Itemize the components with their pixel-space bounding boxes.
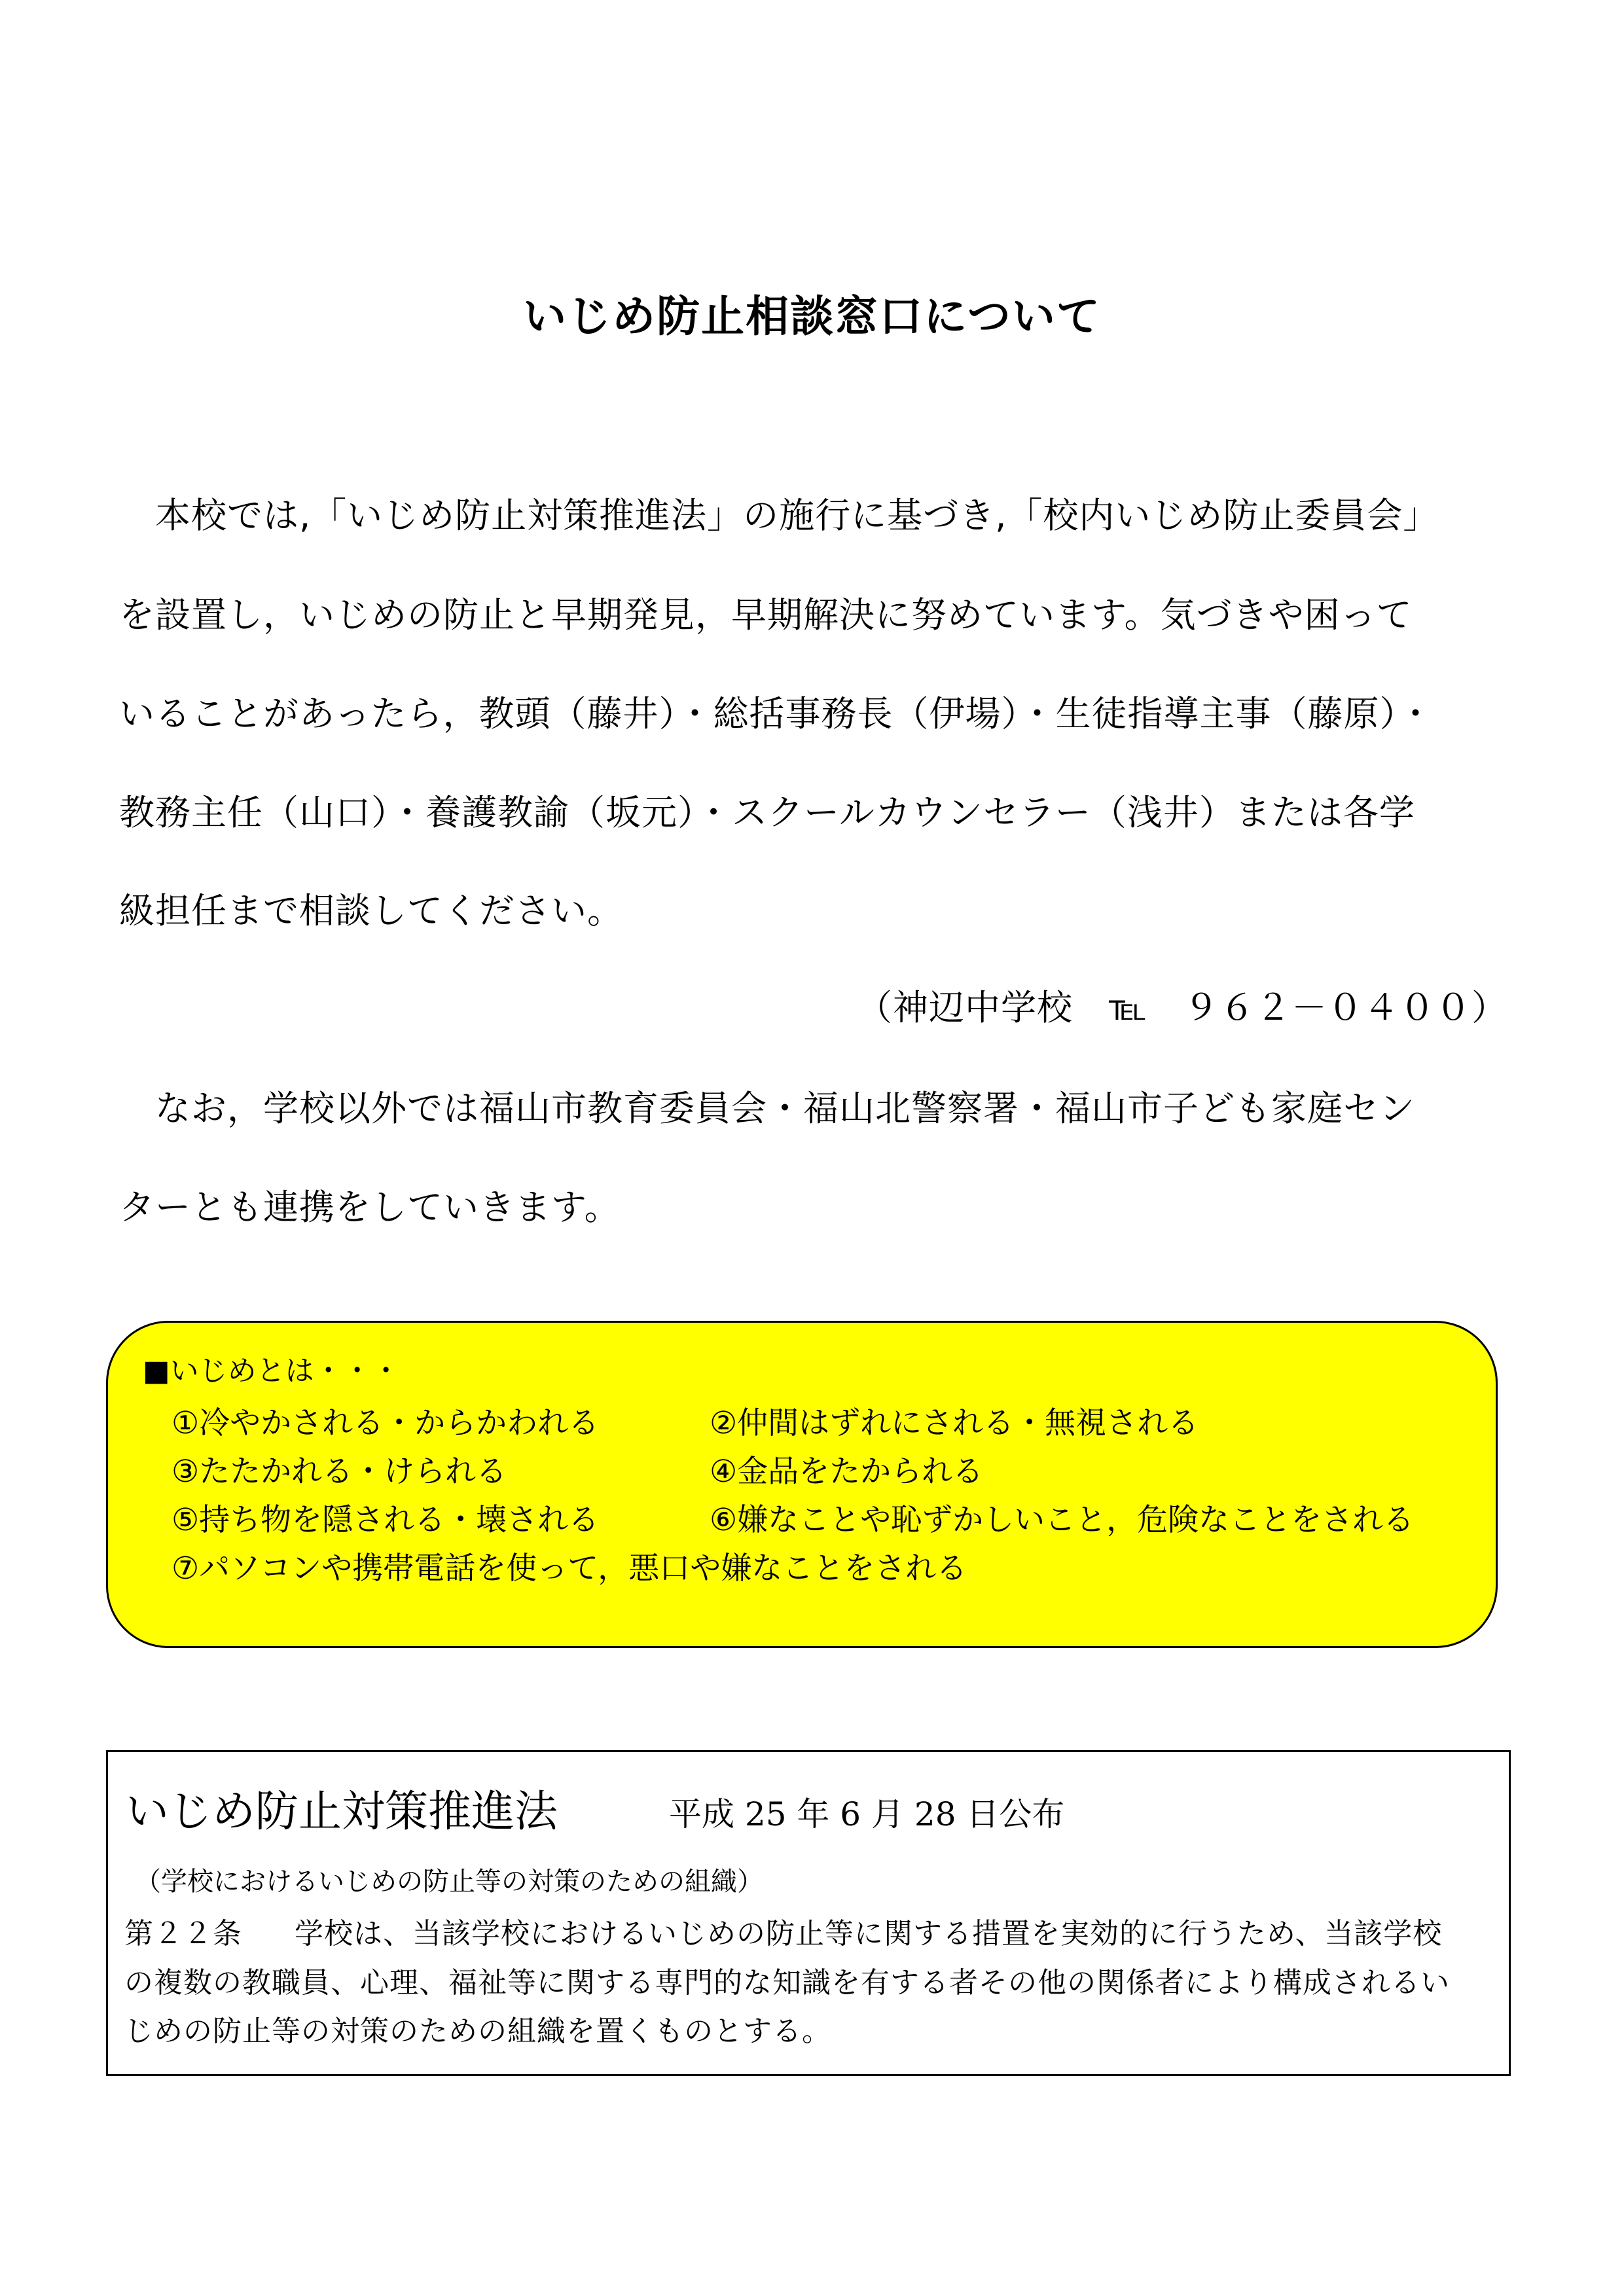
law-promulgation-date: 平成 25 年 6 月 28 日公布 [669,1795,1065,1833]
law-article-text: 学校は、当該学校におけるいじめの防止等に関する措置を実効的に行うため、当該学校 [295,1917,1443,1950]
intro-line: 級担任まで相談してください。 [119,890,623,931]
bullying-item: ⑥嫌なことや恥ずかしいこと，危険なことをされる [710,1502,1415,1538]
page-title: いじめ防止相談窓口について [523,291,1101,342]
cooperation-line: なお，学校以外では福山市教育委員会・福山北警察署・福山市子ども家庭セン [119,1088,1415,1129]
cooperation-line: ターとも連携をしていきます。 [119,1187,621,1228]
law-article-number: 第２２条 [124,1917,242,1950]
bullying-item: ③たたかれる・けられる [171,1454,507,1490]
bullying-item: ⑤持ち物を隠される・壊される [171,1502,600,1538]
bullying-item: ⑦パソコンや携帯電話を使って，悪口や嫌なことをされる [171,1551,967,1587]
bullying-item: ④金品をたかられる [710,1454,984,1490]
bullying-item: ①冷やかされる・からかわれる [171,1405,600,1441]
school-contact: （神辺中学校 ℡ ９６２－０４００） [856,987,1507,1028]
intro-line: 本校では,「いじめ防止対策推進法」の施行に基づき,「校内いじめ防止委員会」 [119,495,1439,536]
bullying-item: ②仲間はずれにされる・無視される [710,1405,1199,1441]
intro-line: 教務主任（山口）・養護教諭（坂元）・スクールカウンセラー（浅井）または各学 [119,792,1415,833]
intro-line: いることがあったら，教頭（藤井）・総括事務長（伊場）・生徒指導主事（藤原）・ [119,693,1434,734]
bullying-heading: ■いじめとは・・・ [143,1354,401,1388]
law-title: いじめ防止対策推進法 [126,1786,558,1837]
law-article-caption: （学校におけるいじめの防止等の対策のための組織） [135,1867,763,1897]
intro-line: を設置し，いじめの防止と早期発見，早期解決に努めています。気づきや困って [119,594,1413,636]
law-article-line [124,1910,1442,1952]
law-article-line: じめの防止等の対策のための組織を置くものとする。 [124,2015,831,2048]
law-article-line: の複数の教職員、心理、福祉等に関する専門的な知識を有する者その他の関係者により構成されるい [124,1966,1450,2000]
